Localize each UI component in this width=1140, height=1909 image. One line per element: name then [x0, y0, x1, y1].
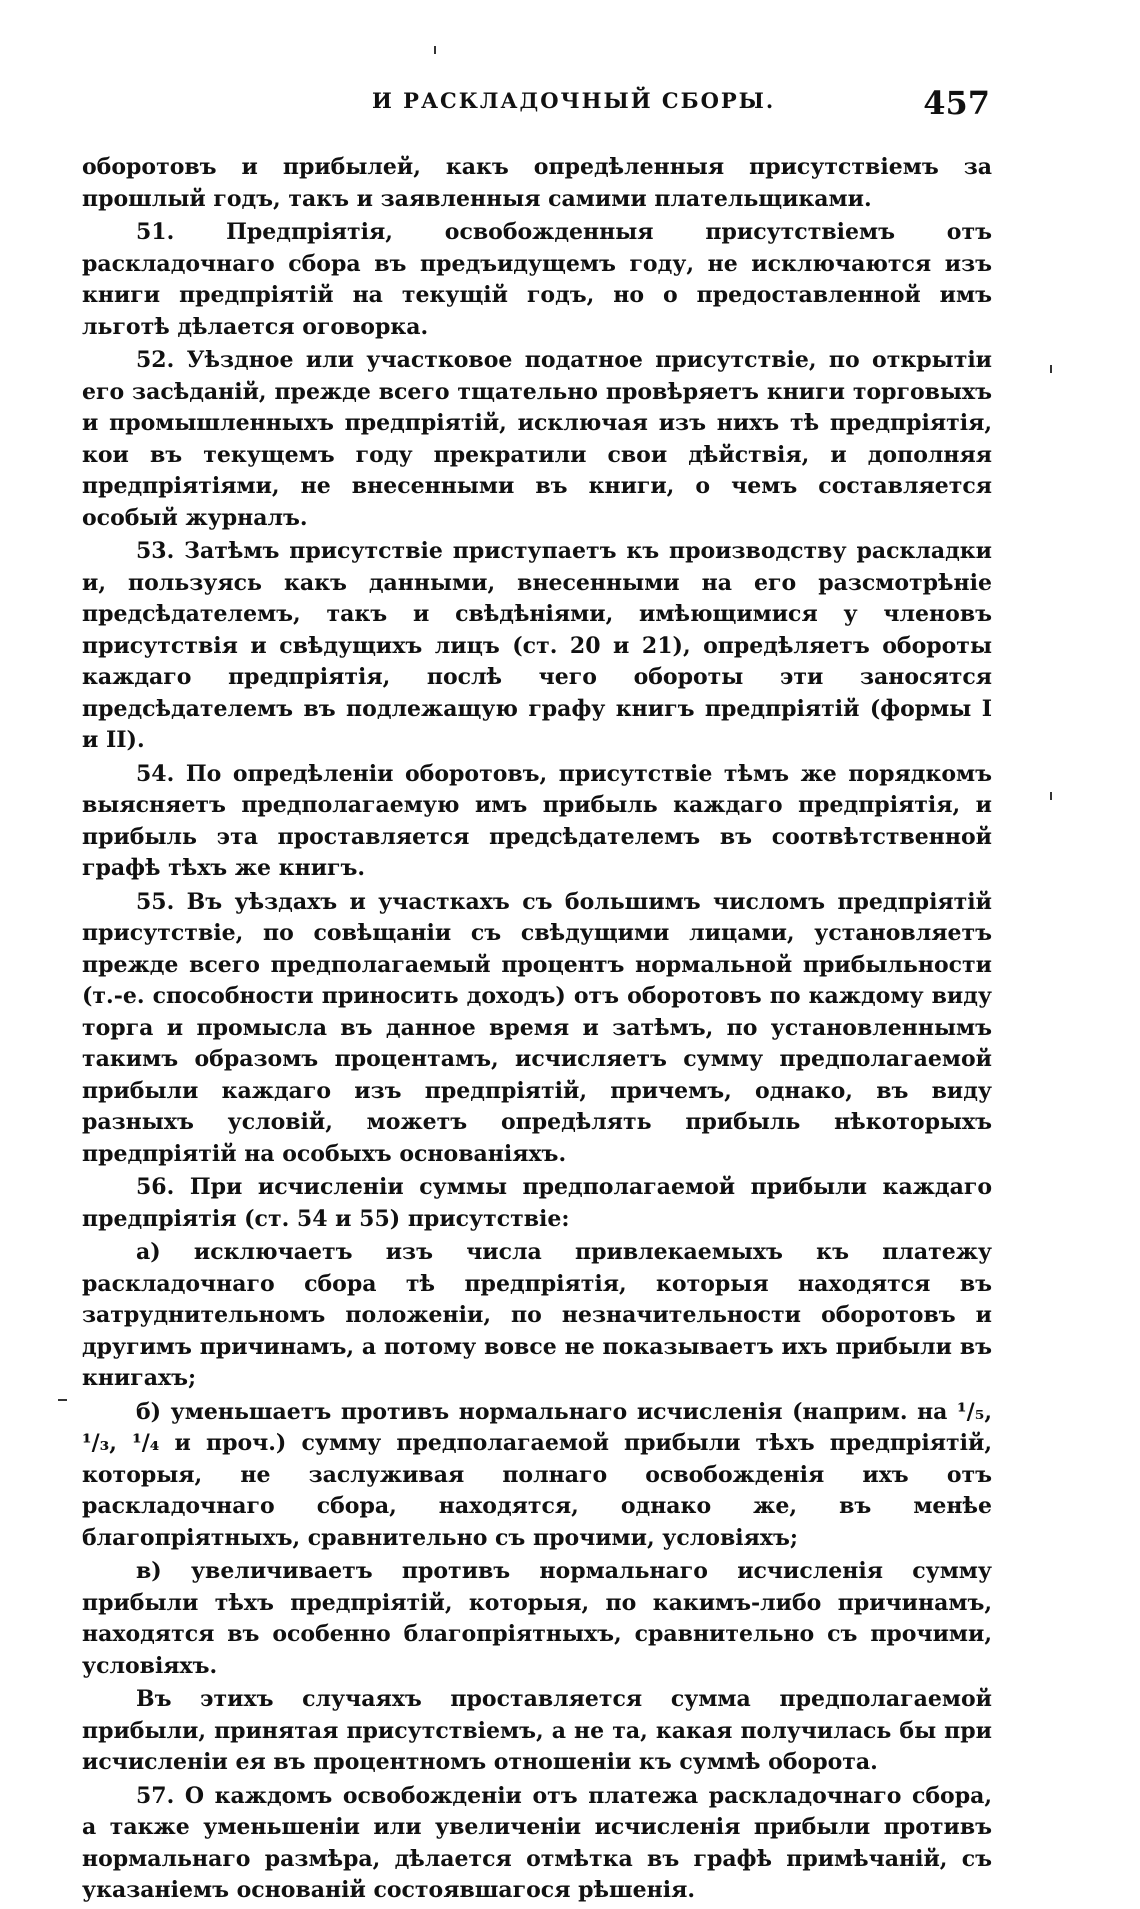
article-56: 56. При исчисленіи суммы предполагаемой прибыли каждаго предпріятія (ст. 54 и 55) присутствіе: [82, 1174, 992, 1232]
article-51: 51. Предпріятія, освобожденныя присутствіемъ отъ раскладочнаго сбора въ предъидущемъ году, не исключаются изъ книги предпріятій на текущій годъ, но о предоставленной имъ льготѣ дѣлается оговорка. [82, 219, 992, 340]
page-header [82, 84, 990, 124]
article-55: 55. Въ уѣздахъ и участкахъ съ большимъ числомъ предпріятій присутствіе, по совѣщаніи съ свѣдущими лицами, установляетъ прежде всего предполагаемый процентъ нормальной прибыльности (т.-е. способности приносить доходъ) отъ оборотовъ по каждому виду торга и промысла въ данное время и затѣмъ, по установленнымъ такимъ образомъ процентамъ, исчисляетъ сумму предполагаемой прибыли каждаго изъ предпріятій, причемъ, однако, въ виду разныхъ условій, можетъ опредѣлять прибыль нѣкоторыхъ предпріятій на особыхъ основаніяхъ. [82, 888, 992, 1167]
scan-mark-right-2 [1050, 792, 1052, 800]
scan-mark-left [58, 1399, 67, 1401]
article-56-item-b: б) уменьшаетъ противъ нормальнаго исчисленія (наприм. на ¹/₅, ¹/₃, ¹/₄ и проч.) сумму предполагаемой прибыли тѣхъ предпріятій, которыя, не заслуживая полнаго освобожденія ихъ отъ раскладочнаго сбора, находятся, однако же, въ менѣе благопріятныхъ, сравнительно съ прочими, условіяхъ; [82, 1398, 992, 1551]
article-57: 57. О каждомъ освобожденіи отъ платежа раскладочнаго сбора, а также уменьшеніи или увеличеніи исчисленія прибыли противъ нормальнаго размѣра, дѣлается отмѣтка въ графѣ примѣчаній, съ указаніемъ основаній состоявшагося рѣшенія. [82, 1782, 992, 1903]
article-52: 52. Уѣздное или участковое податное присутствіе, по открытіи его засѣданій, прежде всего тщательно провѣряетъ книги торговыхъ и промышленныхъ предпріятій, исключая изъ нихъ тѣ предпріятія, кои въ текущемъ году прекратили свои дѣйствія, и дополняя предпріятіями, не внесенными въ книги, о чемъ составляется особый журналъ. [82, 347, 992, 531]
article-53: 53. Затѣмъ присутствіе приступаетъ къ производству раскладки и, пользуясь какъ данными, внесенными на его разсмотрѣніе предсѣдателемъ, такъ и свѣдѣніями, имѣющимися у членовъ присутствія и свѣдущихъ лицъ (ст. 20 и 21), опредѣляетъ обороты каждаго предпріятія, послѣ чего обороты эти заносятся предсѣдателемъ въ подлежащую графу книгъ предпріятій (формы I и II). [82, 538, 992, 753]
paragraph-continuation: оборотовъ и прибылей, какъ опредѣленныя присутствіемъ за прошлый годъ, такъ и заявленныя самими плательщиками. [82, 154, 992, 212]
scan-mark-right-1 [1050, 365, 1052, 373]
scan-mark-top [434, 46, 436, 54]
article-56-item-a: а) исключаетъ изъ числа привлекаемыхъ къ платежу раскладочнаго сбора тѣ предпріятія, которыя находятся въ затруднительномъ положеніи, по незначительности оборотовъ и другимъ причинамъ, а потому вовсе не показываетъ ихъ прибыли въ книгахъ; [82, 1239, 992, 1391]
article-54: 54. По опредѣленіи оборотовъ, присутствіе тѣмъ же порядкомъ выясняетъ предполагаемую имъ прибыль каждаго предпріятія, и прибыль эта проставляется предсѣдателемъ въ соотвѣтственной графѣ тѣхъ же книгъ. [82, 760, 992, 881]
article-56-item-c: в) увеличиваетъ противъ нормальнаго исчисленія сумму прибыли тѣхъ предпріятій, которыя, по какимъ-либо причинамъ, находятся въ особенно благопріятныхъ, сравнительно съ прочими, условіяхъ. [82, 1558, 992, 1679]
article-56-note: Въ этихъ случаяхъ проставляется сумма предполагаемой прибыли, принятая присутствіемъ, а не та, какая получилась бы при исчисленіи ея въ процентномъ отношеніи къ суммѣ оборота. [82, 1686, 992, 1775]
running-title: И РАСКЛАДОЧНЫЙ СБОРЫ. [372, 88, 776, 113]
body-text [82, 152, 992, 1909]
page-number: 457 [923, 84, 990, 122]
